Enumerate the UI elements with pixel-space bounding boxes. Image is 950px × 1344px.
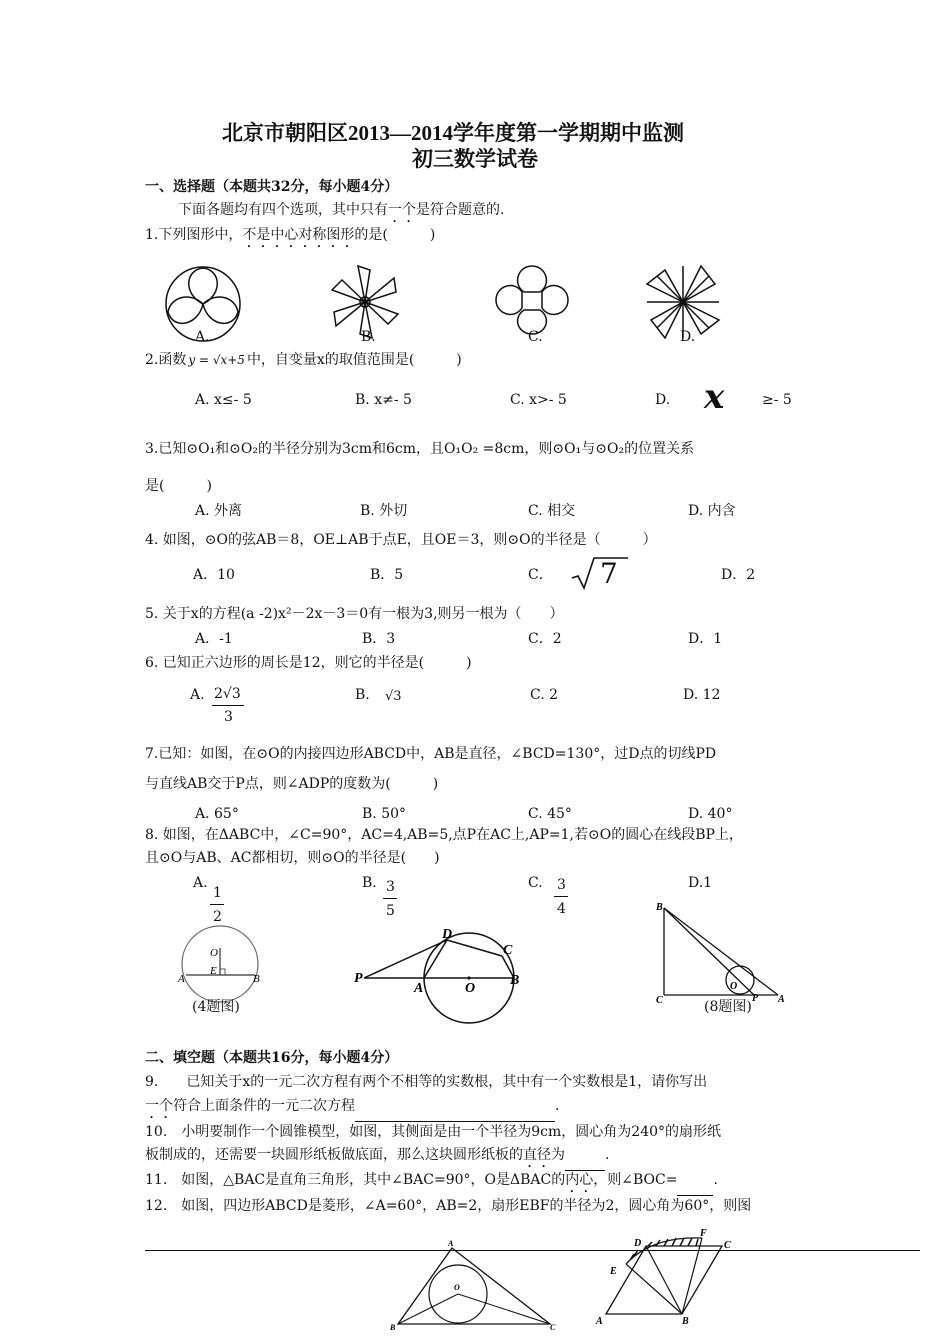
q2-option-d-variable: x bbox=[704, 377, 725, 417]
fig4-label-b: B bbox=[253, 973, 260, 985]
q1-figure-c bbox=[494, 262, 572, 338]
fig8-label-o: O bbox=[730, 981, 738, 992]
fig12-label-d: D bbox=[634, 1238, 642, 1249]
q8-option-b-denominator: 5 bbox=[386, 903, 395, 919]
q8-stem-line1: 8. 如图，在ΔABC中，∠C=90°，AC=4,AB=5,点P在AC上,AP=1,若⊙O的圆心在线段BP上， bbox=[145, 827, 743, 843]
q8-option-c-fraction-bar bbox=[554, 896, 568, 897]
q4-option-c-radicand: 7 bbox=[600, 557, 618, 590]
q7-figure bbox=[352, 922, 532, 1002]
fig12-label-b: B bbox=[682, 1316, 689, 1327]
fig11-label-o: O bbox=[454, 1283, 460, 1292]
fig12-label-e: E bbox=[610, 1266, 617, 1277]
q3-stem-line2: 是( ) bbox=[145, 478, 212, 494]
fig8-caption: (8题图) bbox=[704, 999, 752, 1015]
q2-stem: 2.函数 y = √x+5 中，自变量x的取值范围是( ) bbox=[145, 352, 462, 368]
q1-option-d: D. bbox=[680, 329, 696, 345]
fig12-label-c: C bbox=[724, 1240, 731, 1251]
q7-option-a: A. 65° bbox=[195, 806, 239, 822]
q6-option-a-denominator: 3 bbox=[224, 709, 233, 725]
q3-option-d: D. 内含 bbox=[688, 503, 736, 519]
q11-answer-blank[interactable] bbox=[677, 1181, 713, 1196]
q11-figure bbox=[390, 1240, 560, 1332]
q1-stem: 1.下列图形中，不是中心对称图形的是( ) bbox=[145, 227, 436, 243]
fig11-label-a: A bbox=[448, 1239, 454, 1248]
q10-stem-line2: 板制成的，还需要一块圆形纸板做底面，那么这块圆形纸板的直径为 . bbox=[145, 1146, 609, 1171]
q6-option-b-value: √3 bbox=[385, 689, 402, 704]
q7-stem-line1: 7.已知：如图，在⊙O的内接四边形ABCD中，AB是直径，∠BCD=130°，过D点的切线PD bbox=[145, 746, 717, 762]
q5-option-a: A．-1 bbox=[195, 631, 233, 647]
q6-option-a: A. bbox=[190, 687, 205, 703]
q2-option-c: C. x>- 5 bbox=[510, 392, 567, 408]
q1-option-a: A. bbox=[195, 329, 210, 345]
q4-option-d: D．2 bbox=[721, 567, 756, 583]
exam-title-line1: 北京市朝阳区2013—2014学年度第一学期期中监测 bbox=[222, 121, 684, 145]
q8-option-b-fraction-bar bbox=[383, 898, 397, 899]
q11-stem: 11. 如图，△BAC是直角三角形，其中∠BAC=90°，O是ΔBAC的内心，则∠BOC= . bbox=[145, 1171, 718, 1196]
q3-option-a: A. 外离 bbox=[195, 503, 243, 519]
q6-option-d: D. 12 bbox=[683, 687, 721, 703]
q1-option-b: B. bbox=[361, 329, 376, 345]
q10-answer-blank[interactable] bbox=[565, 1156, 605, 1171]
q12-stem-line1: 12. 如图，四边形ABCD是菱形，∠A=60°，AB=2，扇形EBF的半径为2，圆心角为60°，则图 bbox=[145, 1198, 752, 1214]
q5-option-b: B．3 bbox=[362, 631, 396, 647]
section2-heading: 二、填空题（本题共16分，每小题4分） bbox=[145, 1050, 399, 1066]
q1-option-c: C. bbox=[528, 329, 543, 345]
q6-stem: 6. 已知正六边形的周长是12，则它的半径是( ) bbox=[145, 655, 472, 671]
fig8-label-p: P bbox=[752, 993, 759, 1004]
fig7-label-p: P bbox=[354, 971, 363, 986]
q7-option-c: C. 45° bbox=[528, 806, 572, 822]
q8-option-b: B. bbox=[362, 875, 377, 891]
q6-option-b: B. bbox=[355, 687, 370, 703]
section1-intro: 下面各题均有四个选项，其中只有一个是符合题意的. bbox=[178, 202, 505, 218]
fig7-label-d: D bbox=[442, 927, 453, 942]
q4-option-a: A．10 bbox=[193, 567, 235, 583]
q3-option-c: C. 相交 bbox=[528, 503, 576, 519]
q5-option-c: C．2 bbox=[528, 631, 562, 647]
fig8-label-a: A bbox=[778, 994, 785, 1005]
q8-option-a-fraction-bar bbox=[210, 904, 224, 905]
fig7-label-c: C bbox=[503, 943, 513, 958]
fig12-label-a: A bbox=[596, 1316, 603, 1327]
q4-figure bbox=[176, 920, 266, 1010]
q9-answer-blank[interactable] bbox=[355, 1107, 555, 1122]
q12-figure bbox=[592, 1226, 752, 1328]
q2-option-b: B. x≠- 5 bbox=[355, 392, 412, 408]
q3-option-b: B. 外切 bbox=[360, 503, 408, 519]
q4-stem: 4. 如图，⊙O的弦AB＝8，OE⊥AB于点E，且OE＝3，则⊙O的半径是（ ） bbox=[145, 532, 657, 548]
fig7-label-o: O bbox=[465, 981, 476, 996]
q9-stem-line1: 9. 已知关于x的一元二次方程有两个不相等的实数根，其中有一个实数根是1，请你写出 bbox=[145, 1074, 708, 1090]
fig4-caption: (4题图) bbox=[192, 999, 240, 1015]
q7-option-b: B. 50° bbox=[362, 806, 407, 822]
q8-option-a-numerator: 1 bbox=[213, 885, 222, 901]
q8-option-b-numerator: 3 bbox=[386, 879, 395, 895]
fig7-label-b: B bbox=[510, 973, 520, 988]
q6-option-a-numerator: 2√3 bbox=[214, 686, 241, 702]
q8-option-c: C. bbox=[528, 875, 543, 891]
q8-option-a-denominator: 2 bbox=[213, 909, 222, 925]
q2-option-d-rest: ≥- 5 bbox=[762, 392, 792, 408]
q8-option-a: A. bbox=[193, 875, 208, 891]
fig4-label-a: A bbox=[178, 973, 185, 985]
section1-heading: 一、选择题（本题共32分，每小题4分） bbox=[145, 179, 399, 195]
q2-option-a: A. x≤- 5 bbox=[195, 392, 252, 408]
fig4-label-e: E bbox=[210, 965, 217, 977]
fig11-label-b: B bbox=[390, 1323, 396, 1332]
q6-option-a-fraction-bar bbox=[212, 705, 244, 706]
q6-option-c: C. 2 bbox=[530, 687, 559, 703]
fig11-label-c: C bbox=[550, 1323, 556, 1332]
q7-option-d: D. 40° bbox=[688, 806, 733, 822]
q10-stem-line1: 10. 小明要制作一个圆锥模型，如图，其侧面是由一个半径为9cm，圆心角为240°的扇形纸 bbox=[145, 1124, 722, 1140]
q8-figure bbox=[652, 900, 792, 1005]
q2-option-d: D. bbox=[655, 392, 671, 408]
q8-option-c-numerator: 3 bbox=[557, 877, 566, 893]
q4-option-c: C． bbox=[528, 567, 553, 583]
fig4-label-o: O bbox=[210, 947, 218, 959]
q5-stem: 5. 关于x的方程(a -2)x²－2x－3＝0有一根为3,则另一根为（ ） bbox=[145, 606, 564, 622]
fig8-label-c: C bbox=[656, 995, 663, 1006]
q5-option-d: D．1 bbox=[688, 631, 723, 647]
exam-title-line2: 初三数学试卷 bbox=[412, 147, 538, 171]
q3-stem-line1: 3.已知⊙O₁和⊙O₂的半径分别为3cm和6cm，且O₁O₂ =8cm，则⊙O₁与⊙O₂的位置关系 bbox=[145, 441, 695, 457]
q4-option-b: B．5 bbox=[370, 567, 404, 583]
q8-option-c-denominator: 4 bbox=[557, 901, 566, 917]
fig12-label-f: F bbox=[700, 1228, 707, 1239]
fig7-label-a: A bbox=[414, 981, 424, 996]
q8-stem-line2: 且⊙O与AB、AC都相切，则⊙O的半径是( ) bbox=[145, 850, 440, 866]
q7-stem-line2: 与直线AB交于P点，则∠ADP的度数为( ) bbox=[145, 776, 439, 792]
fig8-label-b: B bbox=[656, 902, 663, 913]
q9-stem-line2: 一个符合上面条件的一元二次方程 . bbox=[145, 1097, 559, 1122]
q2-formula: y = √x+5 bbox=[188, 353, 245, 367]
q8-option-d: D.1 bbox=[688, 875, 713, 891]
